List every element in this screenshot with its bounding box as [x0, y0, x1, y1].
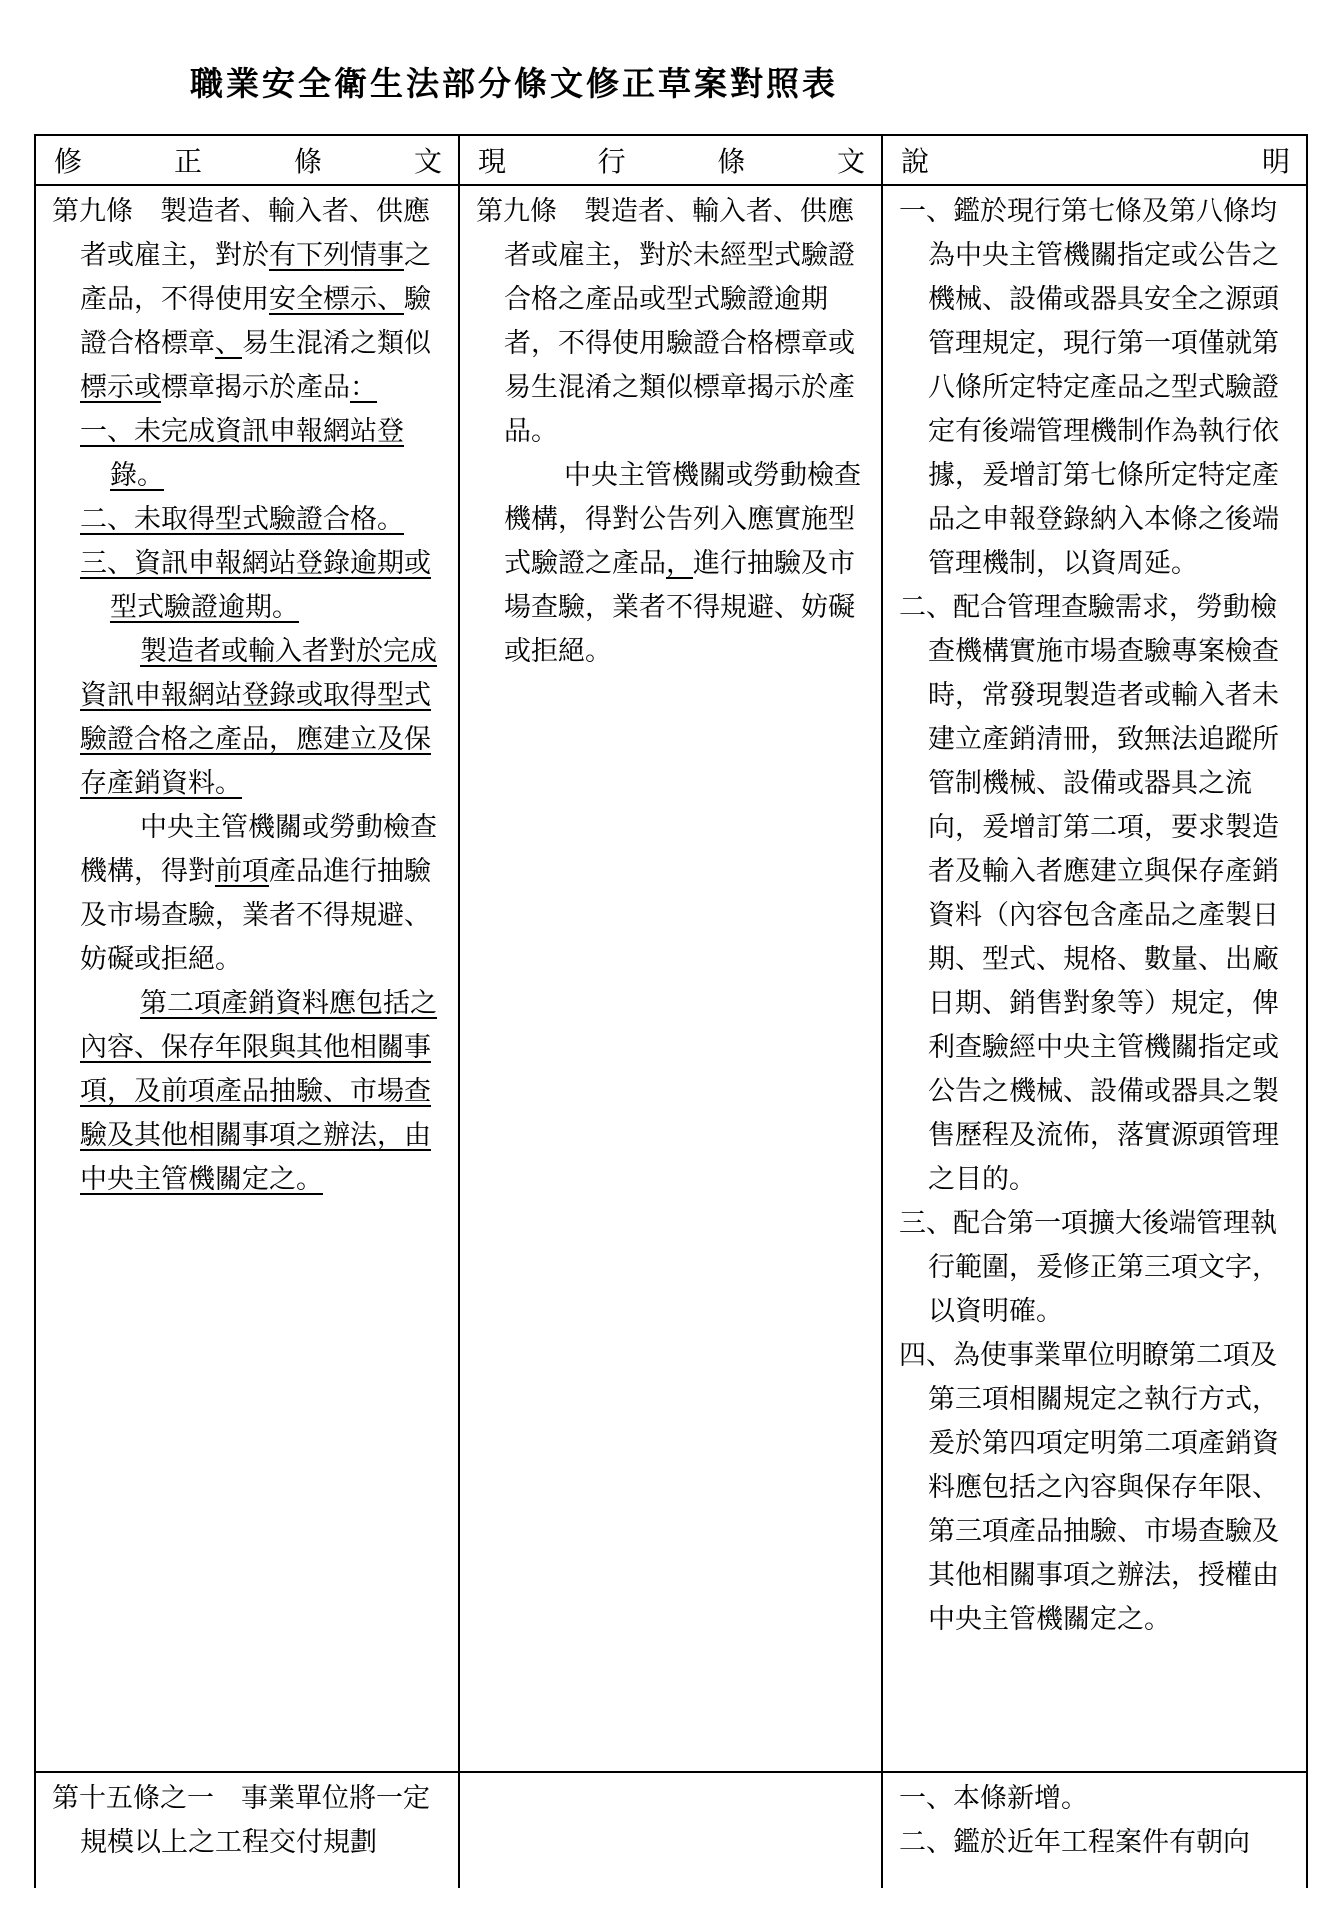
row-article-15-1: [35, 1772, 1307, 1888]
header-note: [882, 135, 1307, 185]
note-item: 三、配合第一項擴大後端管理執行範圍，爰修正第三項文字，以資明確。: [899, 1208, 1279, 1327]
header-char: 條: [717, 145, 746, 178]
header-char: 行: [597, 145, 626, 178]
header-revised: [35, 135, 459, 185]
header-char: 文: [413, 145, 442, 178]
current-article-heading: 第九條 製造者、輸入者、供應者或雇主，對於未經型式驗證合格之產品或型式驗證逾期者，不得使用驗證合格標章或易生混淆之類似標章揭示於產品。: [476, 196, 855, 447]
note-item: 一、鑑於現行第七條及第八條均為中央主管機關指定或公告之機械、設備或器具安全之源頭管理規定，現行第一項僅就第八條所定特定產品之型式驗證定有後端管理機制作為執行依據，爰增訂第七條所定特定產品之申報登錄納入本條之後端管理機制，以資周延。: [899, 196, 1279, 579]
note-cell: [882, 185, 1307, 1772]
note-item: 二、配合管理查驗需求，勞動檢查機構實施市場查驗專案檢查時，常發現製造者或輸入者未建立產銷清冊，致無法追蹤所管制機械、設備或器具之流向，爰增訂第二項，要求製造者及輸入者應建立與保存產銷資料（內容包含產品之產製日期、型式、規格、數量、出廠日期、銷售對象等）規定，俾利查驗經中央主管機關指定或公告之機械、設備或器具之製售歷程及流佈，落實源頭管理之目的。: [899, 592, 1279, 1195]
revised-cell: [35, 185, 459, 1772]
revised-article-heading: 第十五條之一 事業單位將一定規模以上之工程交付規劃: [52, 1783, 430, 1858]
note-cell: [882, 1772, 1307, 1888]
revised-item-1: 一、未完成資訊申報網站登錄。: [80, 416, 404, 491]
header-char: 文: [836, 145, 865, 178]
row-article-9: [35, 185, 1307, 1772]
revised-article-heading: 第九條 製造者、輸入者、供應者或雇主，對於有下列情事之產品，不得使用安全標示、驗證合格標章、易生混淆之類似標示或標章揭示於產品：: [52, 196, 431, 403]
note-item: 二、鑑於近年工程案件有朝向: [899, 1827, 1250, 1858]
revised-item-3: 三、資訊申報網站登錄逾期或型式驗證逾期。: [80, 548, 431, 623]
header-char: 修: [54, 145, 83, 178]
header-char: 說: [901, 145, 930, 178]
header-char: 現: [478, 145, 507, 178]
current-paragraph-2: 中央主管機關或勞動檢查機構，得對公告列入應實施型式驗證之產品，進行抽驗及市場查驗，業者不得規避、妨礙或拒絕。: [504, 460, 861, 667]
revised-cell: [35, 1772, 459, 1888]
note-item: 一、本條新增。: [899, 1783, 1088, 1814]
header-row: [35, 135, 1307, 185]
revised-paragraph-4: 第二項產銷資料應包括之內容、保存年限與其他相關事項，及前項產品抽驗、市場查驗及其他相關事項之辦法，由中央主管機關定之。: [80, 988, 437, 1195]
revised-paragraph-3: 中央主管機關或勞動檢查機構，得對前項產品進行抽驗及市場查驗，業者不得規避、妨礙或拒絕。: [80, 812, 437, 975]
revised-paragraph-2: 製造者或輸入者對於完成資訊申報網站登錄或取得型式驗證合格之產品，應建立及保存產銷資料。: [80, 636, 437, 799]
header-char: 條: [293, 145, 322, 178]
document-title: 職業安全衛生法部分條文修正草案對照表: [190, 64, 838, 103]
current-empty: [460, 1773, 881, 1777]
revised-item-2: 二、未取得型式驗證合格。: [80, 504, 404, 535]
header-char: 正: [173, 145, 202, 178]
note-item: 四、為使事業單位明瞭第二項及第三項相關規定之執行方式，爰於第四項定明第二項產銷資料應包括之內容與保存年限、第三項產品抽驗、市場查驗及其他相關事項之辦法，授權由中央主管機關定之。: [899, 1340, 1279, 1635]
current-cell: [459, 185, 882, 1772]
header-current: [459, 135, 882, 185]
current-cell: [459, 1772, 882, 1888]
comparison-table: [34, 134, 1308, 1888]
header-char: 明: [1261, 145, 1290, 178]
